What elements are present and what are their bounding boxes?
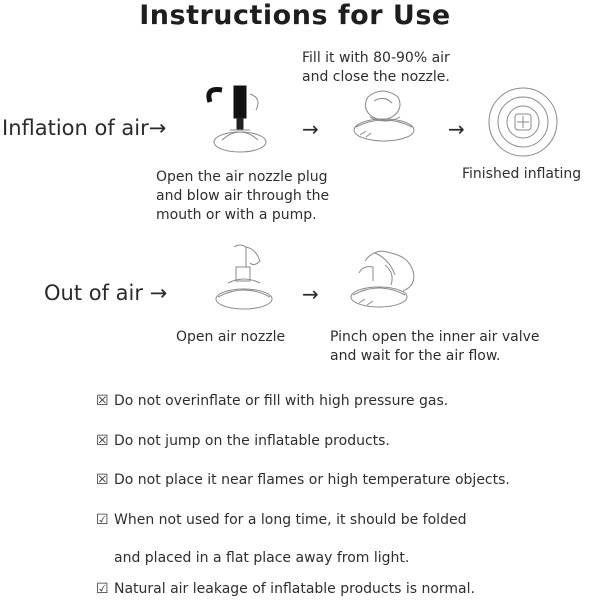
finished-valve-illustration <box>485 82 565 162</box>
notice-item: ☒ Do not place it near flames or high temperature objects. <box>96 472 510 488</box>
prohibited-box-icon: ☒ <box>96 472 109 488</box>
notice-item: ☒ Do not overinflate or fill with high pressure gas. <box>96 393 449 409</box>
checked-box-icon: ☑ <box>96 581 109 597</box>
deflation-step1-caption: Open air nozzle <box>176 329 286 345</box>
inflation-arrow-2: → <box>448 117 465 141</box>
inflation-step2-caption: Fill it with 80-90% air and close the nozzle. <box>302 50 450 85</box>
pump-nozzle-illustration <box>200 82 280 157</box>
inflation-arrow-1: → <box>302 117 319 141</box>
deflation-arrow: → <box>302 282 319 306</box>
deflation-label: Out of air → <box>44 281 168 305</box>
notice-item-continuation: and placed in a flat place away from light. <box>114 550 410 566</box>
prohibited-box-icon: ☒ <box>96 433 109 449</box>
page-title: Instructions for Use <box>139 0 451 31</box>
inflation-step1-caption: Open the air nozzle plug and blow air through the mouth or with a pump. <box>156 169 330 223</box>
notice-item: ☒ Do not jump on the inflatable products. <box>96 433 390 449</box>
inflation-label: Inflation of air→ <box>2 116 167 140</box>
open-nozzle-illustration <box>210 243 280 318</box>
checked-box-icon: ☑ <box>96 512 109 528</box>
pinch-valve-illustration <box>345 243 425 313</box>
notice-item: ☑ When not used for a long time, it should be folded <box>96 512 467 528</box>
prohibited-box-icon: ☒ <box>96 393 109 409</box>
notice-item: ☑ Natural air leakage of inflatable products is normal. <box>96 581 475 597</box>
deflation-step2-caption: Pinch open the inner air valve and wait for the air flow. <box>330 329 540 364</box>
inflation-step3-caption: Finished inflating <box>462 166 582 182</box>
closed-nozzle-illustration <box>350 85 420 150</box>
